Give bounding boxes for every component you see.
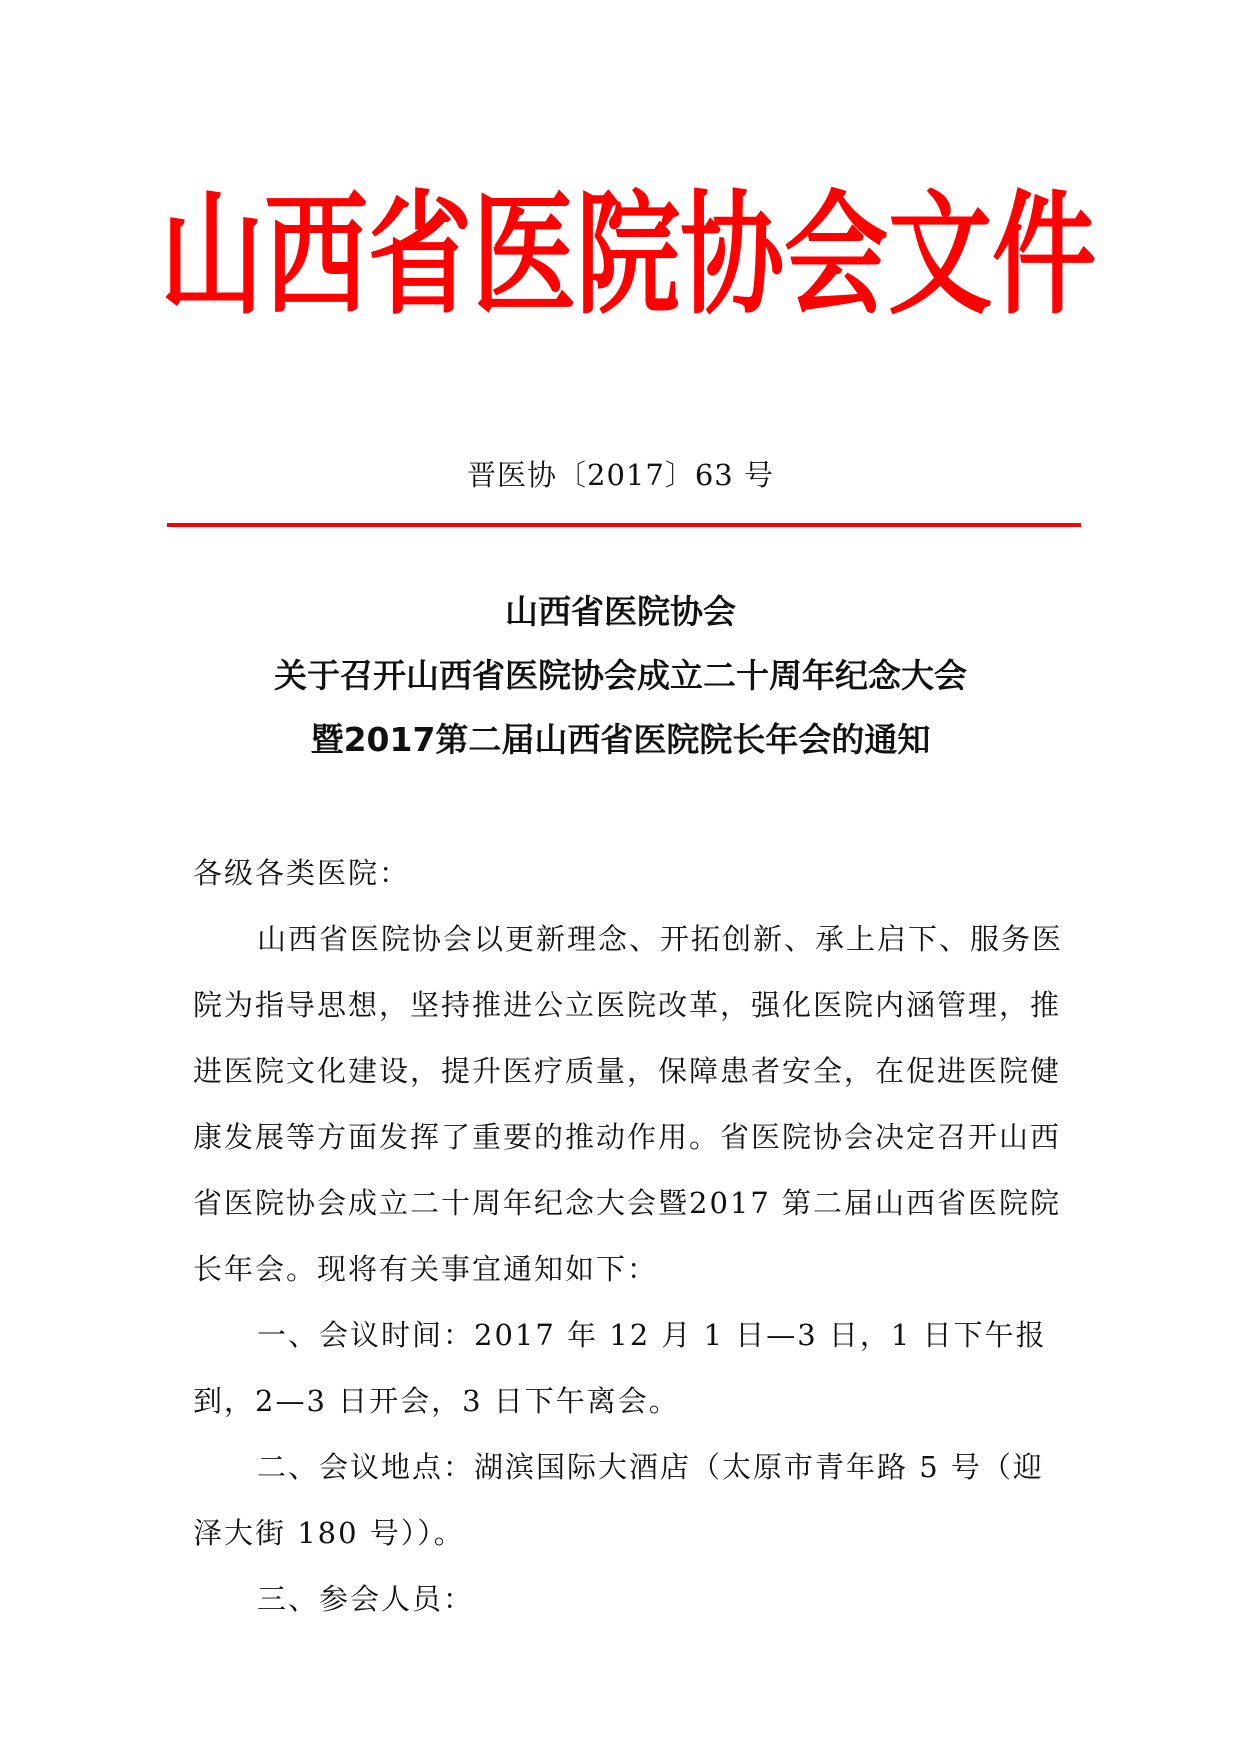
document-number: 晋医协〔2017〕63 号 bbox=[467, 458, 774, 492]
salutation: 各级各类医院： bbox=[193, 856, 411, 890]
masthead-char: 省 bbox=[368, 176, 473, 334]
title-line-1: 山西省医院协会 bbox=[505, 592, 736, 631]
masthead-char: 西 bbox=[264, 176, 369, 334]
masthead-char: 会 bbox=[784, 176, 889, 334]
masthead-char: 医 bbox=[472, 176, 577, 334]
notice-body bbox=[193, 840, 1065, 1632]
notice-title bbox=[0, 580, 1241, 772]
masthead-char: 院 bbox=[576, 176, 681, 334]
masthead-title bbox=[160, 153, 1097, 358]
body-paragraph-time: 一、会议时间：2017 年 12 月 1 日—3 日，1 日下午报到，2—3 日开会，3 日下午离会。 bbox=[193, 1318, 1047, 1418]
body-paragraph-intro: 山西省医院协会以更新理念、开拓创新、承上启下、服务医院为指导思想，坚持推进公立医院改革，强化医院内涵管理，推进医院文化建设，提升医疗质量，保障患者安全，在促进医院健康发展等方面发挥了重要的推动作用。省医院协会决定召开山西省医院协会成立二十周年纪念大会暨2017 第二届山西省医院院长年会。现将有关事宜通知如下： bbox=[193, 922, 1064, 1286]
masthead-char: 文 bbox=[888, 176, 993, 334]
body-paragraph-attendees: 三、参会人员： bbox=[257, 1582, 475, 1616]
title-line-3: 暨2017第二届山西省医院院长年会的通知 bbox=[310, 720, 931, 759]
body-paragraph-venue: 二、会议地点：湖滨国际大酒店（太原市青年路 5 号（迎泽大街 180 号））。 bbox=[193, 1450, 1044, 1550]
masthead-char: 山 bbox=[160, 176, 265, 334]
title-line-2: 关于召开山西省医院协会成立二十周年纪念大会 bbox=[274, 656, 967, 695]
masthead-char: 协 bbox=[680, 176, 785, 334]
masthead-char: 件 bbox=[992, 176, 1097, 334]
red-divider-line bbox=[167, 523, 1081, 527]
